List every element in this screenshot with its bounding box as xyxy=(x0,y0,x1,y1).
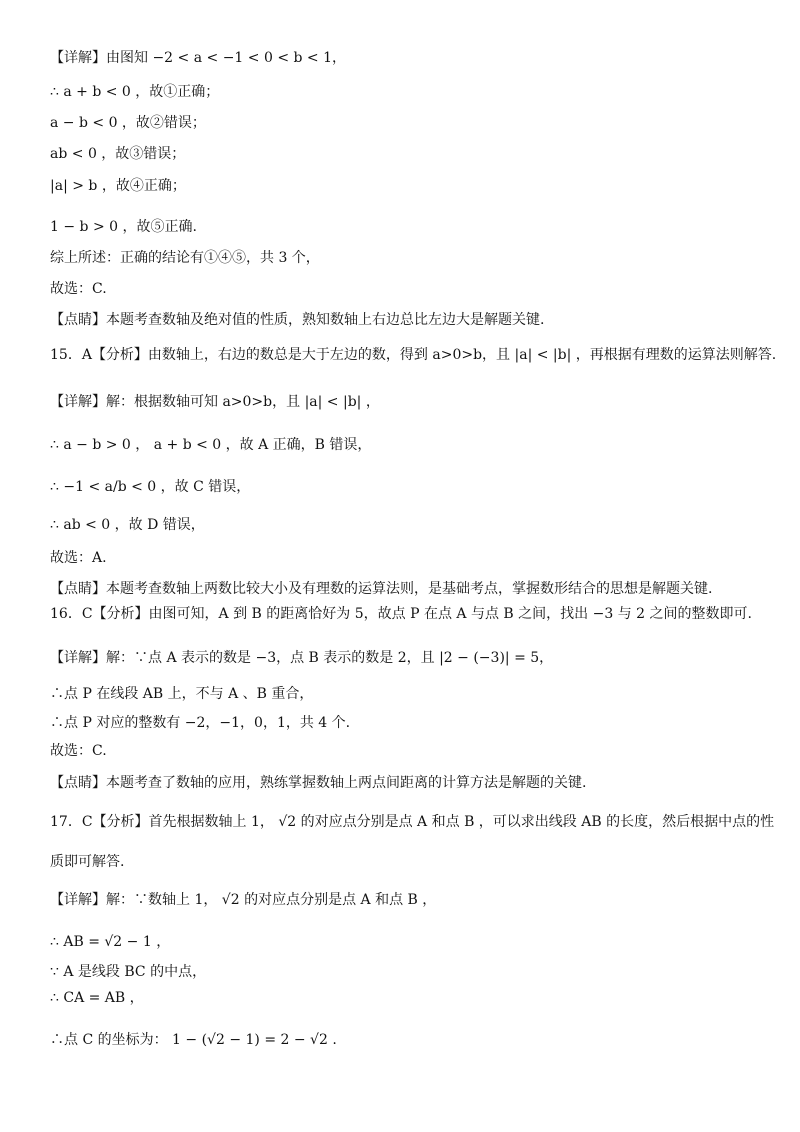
text-line: ab < 0 ，故③错误； xyxy=(50,146,186,162)
text-line: ∴ a + b < 0 ，故①正确； xyxy=(50,84,220,100)
text-line: 质即可解答. xyxy=(50,854,125,870)
text-line: ∴ −1 < a/b < 0 ，故 C 错误， xyxy=(50,479,251,495)
text-line: ∵ A 是线段 BC 的中点， xyxy=(50,964,207,980)
text-line: ∴点 P 在线段 AB 上，不与 A 、B 重合， xyxy=(50,686,314,702)
text-line: ∴ CA = AB ， xyxy=(50,990,144,1006)
text-line: 15．A【分析】由数轴上，右边的数总是大于左边的数，得到 a>0>b，且 |a| < |b| ，再根据有理数的运算法则解答. xyxy=(50,347,777,363)
text-line: 【点睛】本题考查数轴上两数比较大小及有理数的运算法则，是基础考点，掌握数形结合的思想是解题关键. xyxy=(50,581,713,597)
text-line: ∴ ab < 0 ，故 D 错误， xyxy=(50,517,205,533)
text-line: 16．C【分析】由图可知，A 到 B 的距离恰好为 5，故点 P 在点 A 与点 B 之间，找出 −3 与 2 之间的整数即可. xyxy=(50,606,752,622)
text-line: ∴ a − b > 0 ， a + b < 0 ，故 A 正确，B 错误， xyxy=(50,437,372,453)
text-line: |a| > b ，故④正确； xyxy=(50,178,186,194)
text-line: 17．C【分析】首先根据数轴上 1， √2 的对应点分别是点 A 和点 B ，可以求出线段 AB 的长度，然后根据中点的性 xyxy=(50,814,775,830)
text-line: 故选：A. xyxy=(50,550,107,566)
text-line: 【详解】解：根据数轴可知 a>0>b，且 |a| < |b| ， xyxy=(50,394,380,410)
text-line: 【详解】解：∵点 A 表示的数是 −3，点 B 表示的数是 2，且 |2 − (−3)| = 5， xyxy=(50,650,554,666)
text-line: 【点睛】本题考查了数轴的应用，熟练掌握数轴上两点间距离的计算方法是解题的关键. xyxy=(50,775,587,791)
text-line: ∴ AB = √2 − 1 ， xyxy=(50,934,171,950)
text-line: 综上所述：正确的结论有①④⑤，共 3 个， xyxy=(50,250,320,266)
text-line: 故选：C. xyxy=(50,281,107,297)
text-line: ∴点 C 的坐标为： 1 − (√2 − 1) = 2 − √2 . xyxy=(50,1032,337,1048)
text-line: 【详解】解：∵数轴上 1， √2 的对应点分别是点 A 和点 B ， xyxy=(50,892,437,908)
text-line: 故选：C. xyxy=(50,743,107,759)
text-line: ∴点 P 对应的整数有 −2，−1，0，1，共 4 个. xyxy=(50,715,351,731)
text-line: 【点睛】本题考查数轴及绝对值的性质，熟知数轴上右边总比左边大是解题关键. xyxy=(50,312,545,328)
text-line: 【详解】由图知 −2 < a < −1 < 0 < b < 1， xyxy=(50,50,347,66)
text-line: a − b < 0 ，故②错误； xyxy=(50,115,206,131)
text-line: 1 − b > 0 ，故⑤正确. xyxy=(50,219,197,235)
